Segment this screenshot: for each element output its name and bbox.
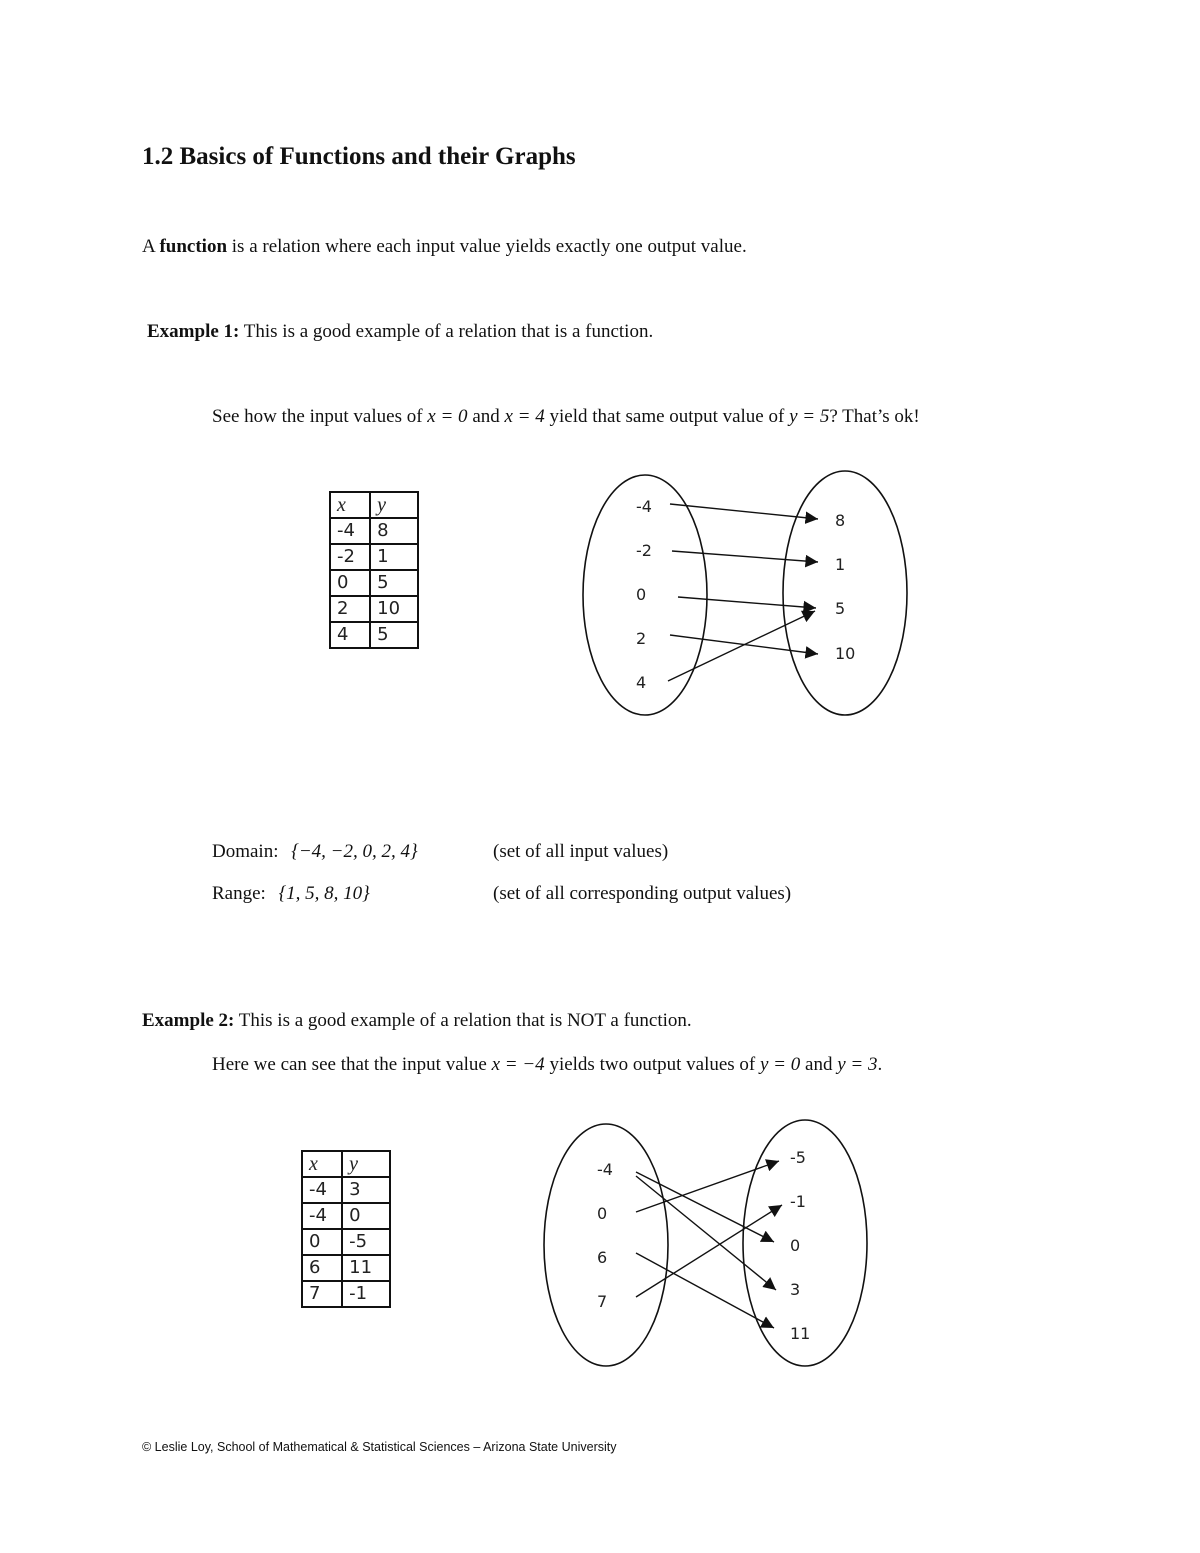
example2-text: This is a good example of a relation that is NOT a function. bbox=[234, 1010, 692, 1031]
mapping-arrow bbox=[636, 1205, 782, 1297]
output-label: 3 bbox=[790, 1280, 801, 1299]
table-cell: 10 bbox=[370, 596, 418, 622]
input-label: 0 bbox=[636, 585, 647, 604]
page-title: 1.2 Basics of Functions and their Graphs bbox=[142, 143, 576, 170]
table-cell: 7 bbox=[302, 1281, 342, 1307]
input-label: -2 bbox=[636, 541, 652, 560]
table-header-x: x bbox=[330, 492, 370, 518]
table-cell: -2 bbox=[330, 544, 370, 570]
definition-term: function bbox=[159, 236, 228, 257]
table-cell: -4 bbox=[330, 518, 370, 544]
definition-post: is a relation where each input value yields exactly one output value. bbox=[227, 236, 747, 257]
table-header-y: y bbox=[342, 1151, 390, 1177]
domain-label: Domain: bbox=[212, 841, 279, 862]
note-text: Here we can see that the input value bbox=[212, 1054, 492, 1075]
input-label: 7 bbox=[597, 1292, 608, 1311]
math-x0: x = 0 bbox=[427, 406, 468, 427]
definition-pre: A bbox=[142, 236, 160, 257]
table-cell: 5 bbox=[370, 570, 418, 596]
math-y0: y = 0 bbox=[760, 1054, 801, 1075]
output-label: 10 bbox=[835, 644, 856, 663]
table-cell: 1 bbox=[370, 544, 418, 570]
math-y5: y = 5 bbox=[789, 406, 830, 427]
table-cell: 5 bbox=[370, 622, 418, 648]
example1-label: Example 1: bbox=[147, 321, 240, 342]
range-set: {1, 5, 8, 10} bbox=[278, 883, 370, 904]
footer-copyright: © Leslie Loy, School of Mathematical & Statistical Sciences – Arizona State University bbox=[142, 1440, 617, 1454]
domain-set: {−4, −2, 0, 2, 4} bbox=[291, 841, 418, 862]
range-label: Range: bbox=[212, 883, 266, 904]
table-cell: 0 bbox=[302, 1229, 342, 1255]
input-label: 2 bbox=[636, 629, 647, 648]
note-text: yield that same output value of bbox=[544, 406, 790, 427]
note-text: and bbox=[467, 406, 505, 427]
example2-label: Example 2: bbox=[142, 1010, 235, 1031]
note-text: See how the input values of bbox=[212, 406, 428, 427]
note-text: . bbox=[877, 1054, 883, 1075]
example1-text: This is a good example of a relation that is a function. bbox=[239, 321, 654, 342]
table-cell: 8 bbox=[370, 518, 418, 544]
note-text: ? That’s ok! bbox=[829, 406, 920, 427]
input-label: 6 bbox=[597, 1248, 608, 1267]
note-text: and bbox=[800, 1054, 838, 1075]
table-cell: -4 bbox=[302, 1203, 342, 1229]
output-label: 5 bbox=[835, 599, 846, 618]
table-cell: 0 bbox=[342, 1203, 390, 1229]
table-cell: 3 bbox=[342, 1177, 390, 1203]
input-label: 0 bbox=[597, 1204, 608, 1223]
table-cell: 4 bbox=[330, 622, 370, 648]
range-note: (set of all corresponding output values) bbox=[493, 883, 792, 904]
input-label: -4 bbox=[636, 497, 652, 516]
input-label: 4 bbox=[636, 673, 647, 692]
mapping-arrow bbox=[636, 1161, 779, 1212]
table-header-y: y bbox=[370, 492, 418, 518]
output-label: 8 bbox=[835, 511, 846, 530]
table-cell: 0 bbox=[330, 570, 370, 596]
table-cell: -1 bbox=[342, 1281, 390, 1307]
math-y3: y = 3 bbox=[837, 1054, 878, 1075]
table-cell: -5 bbox=[342, 1229, 390, 1255]
input-label: -4 bbox=[597, 1160, 613, 1179]
output-label: -1 bbox=[790, 1192, 806, 1211]
domain-note: (set of all input values) bbox=[493, 841, 669, 862]
math-x-neg4: x = −4 bbox=[491, 1054, 545, 1075]
output-label: 1 bbox=[835, 555, 846, 574]
output-label: 11 bbox=[790, 1324, 811, 1343]
table-cell: 2 bbox=[330, 596, 370, 622]
note-text: yields two output values of bbox=[544, 1054, 760, 1075]
table-cell: 6 bbox=[302, 1255, 342, 1281]
math-x4: x = 4 bbox=[504, 406, 545, 427]
table-header-x: x bbox=[302, 1151, 342, 1177]
output-label: -5 bbox=[790, 1148, 806, 1167]
table-cell: -4 bbox=[302, 1177, 342, 1203]
table-cell: 11 bbox=[342, 1255, 390, 1281]
output-label: 0 bbox=[790, 1236, 801, 1255]
